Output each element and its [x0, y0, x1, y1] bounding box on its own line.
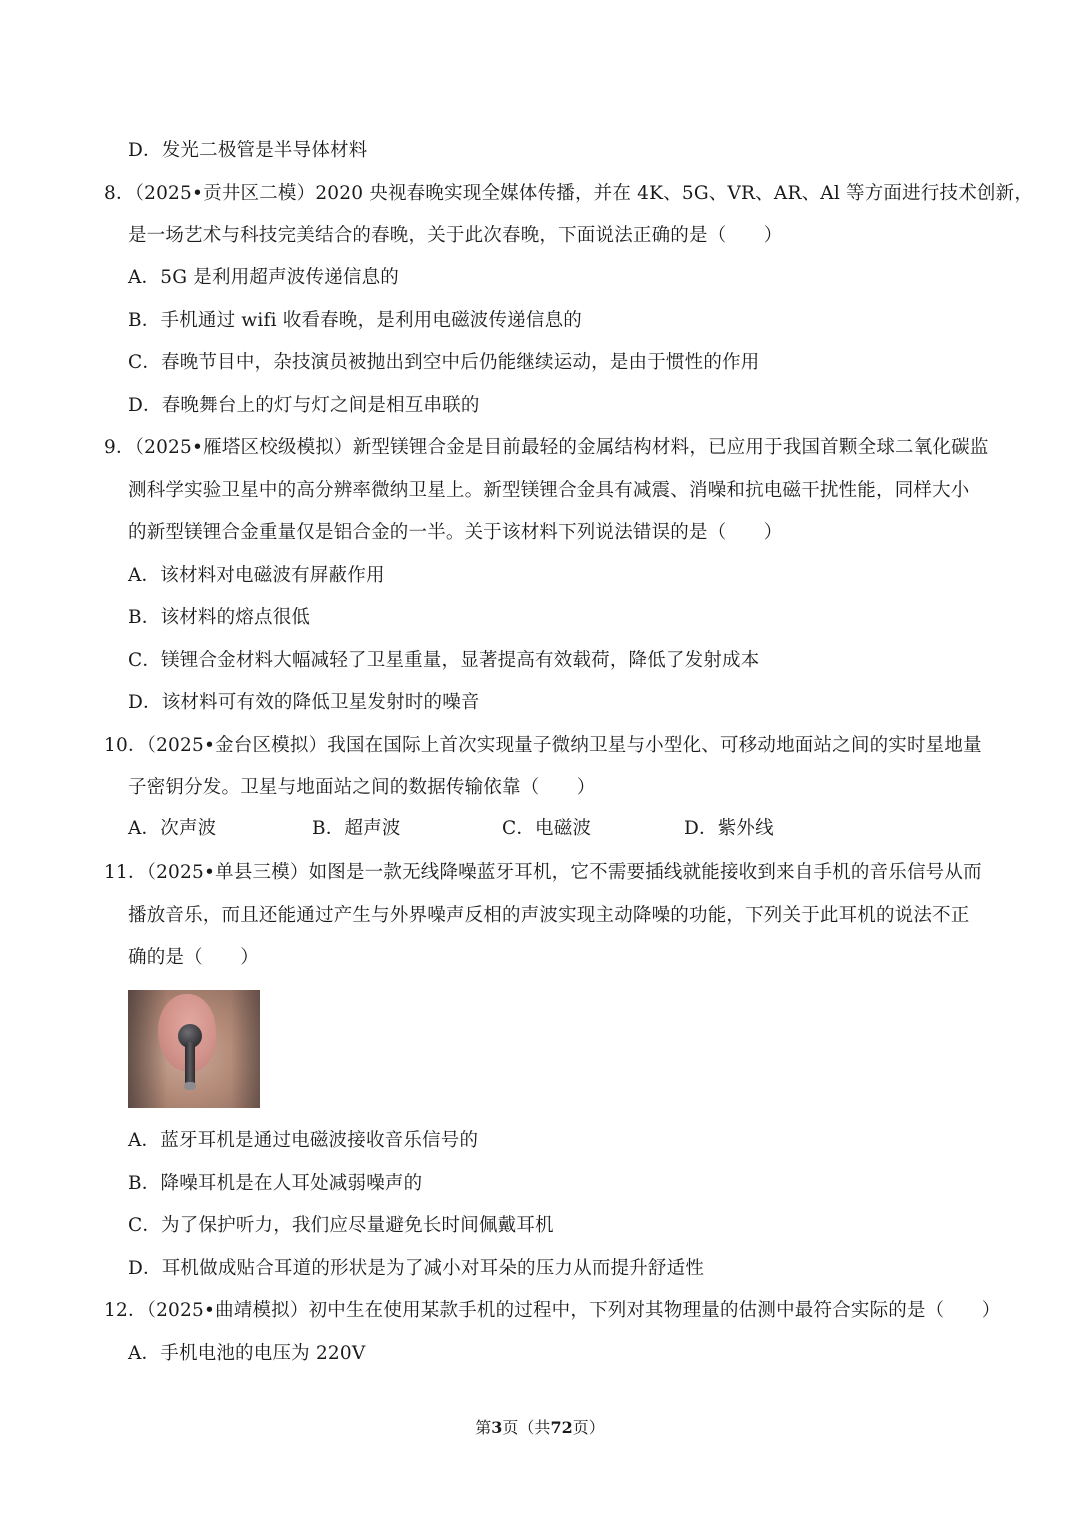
q8-a: A．5G 是利用超声波传递信息的 — [128, 267, 399, 288]
q8-c: C．春晚节目中，杂技演员被抛出到空中后仍能继续运动，是由于惯性的作用 — [128, 352, 760, 373]
q11-stem-2: 播放音乐，而且还能通过产生与外界噪声反相的声波实现主动降噪的功能，下列关于此耳机的说法不正 — [128, 905, 970, 926]
q11-stem-3: 确的是（ ） — [128, 947, 259, 968]
earphone-photo — [128, 990, 260, 1108]
q12-a: A．手机电池的电压为 220V — [128, 1343, 366, 1364]
q12-stem-1: 12．（2025•曲靖模拟）初中生在使用某款手机的过程中，下列对其物理量的估测中最符合实际的是（ ） — [104, 1300, 1001, 1321]
q10-option-d: D．紫外线 — [684, 818, 774, 839]
q8-d: D．春晚舞台上的灯与灯之间是相互串联的 — [128, 395, 480, 416]
q8-stem-1: 8．（2025•贡井区二模）2020 央视春晚实现全媒体传播，并在 4K、5G、VR、AR、Al 等方面进行技术创新， — [104, 183, 1034, 204]
footer-prefix: 第 — [475, 1418, 492, 1437]
q10-option-b: B．超声波 — [312, 818, 401, 839]
q9-stem-2: 测科学实验卫星中的高分辨率微纳卫星上。新型镁锂合金具有减震、消噪和抗电磁干扰性能，同样大小 — [128, 480, 970, 501]
q10-option-a: A．次声波 — [128, 818, 217, 839]
q10-option-c: C．电磁波 — [502, 818, 592, 839]
q10-stem-2: 子密钥分发。卫星与地面站之间的数据传输依靠（ ） — [128, 777, 596, 798]
q8-stem-2: 是一场艺术与科技完美结合的春晚，关于此次春晚，下面说法正确的是（ ） — [128, 225, 783, 246]
q10-stem-1: 10．（2025•金台区模拟）我国在国际上首次实现量子微纳卫星与小型化、可移动地面站之间的实时星地量 — [104, 735, 982, 756]
footer-total-pages: 72 — [550, 1418, 573, 1437]
q11-c: C．为了保护听力，我们应尽量避免长时间佩戴耳机 — [128, 1215, 554, 1236]
footer-page-number: 3 — [491, 1418, 503, 1437]
q9-d: D．该材料可有效的降低卫星发射时的噪音 — [128, 692, 480, 713]
q9-c: C．镁锂合金材料大幅减轻了卫星重量，显著提高有效载荷，降低了发射成本 — [128, 650, 760, 671]
page-footer — [0, 1416, 1080, 1440]
q9-b: B．该材料的熔点很低 — [128, 607, 311, 628]
q11-a: A．蓝牙耳机是通过电磁波接收音乐信号的 — [128, 1130, 479, 1151]
q11-stem-1: 11．（2025•单县三模）如图是一款无线降噪蓝牙耳机，它不需要插线就能接收到来自手机的音乐信号从而 — [104, 862, 982, 883]
footer-suffix: 页） — [572, 1418, 605, 1437]
footer-mid: 页（共 — [502, 1418, 551, 1437]
q7-d: D．发光二极管是半导体材料 — [128, 140, 368, 161]
q9-stem-1: 9．（2025•雁塔区校级模拟）新型镁锂合金是目前最轻的金属结构材料，已应用于我国首颗全球二氧化碳监 — [104, 437, 989, 458]
q11-d: D．耳机做成贴合耳道的形状是为了减小对耳朵的压力从而提升舒适性 — [128, 1258, 705, 1279]
q9-stem-3: 的新型镁锂合金重量仅是铝合金的一半。关于该材料下列说法错误的是（ ） — [128, 522, 783, 543]
q8-b: B．手机通过 wifi 收看春晚，是利用电磁波传递信息的 — [128, 310, 582, 331]
q11-b: B．降噪耳机是在人耳处减弱噪声的 — [128, 1173, 423, 1194]
q9-a: A．该材料对电磁波有屏蔽作用 — [128, 565, 385, 586]
